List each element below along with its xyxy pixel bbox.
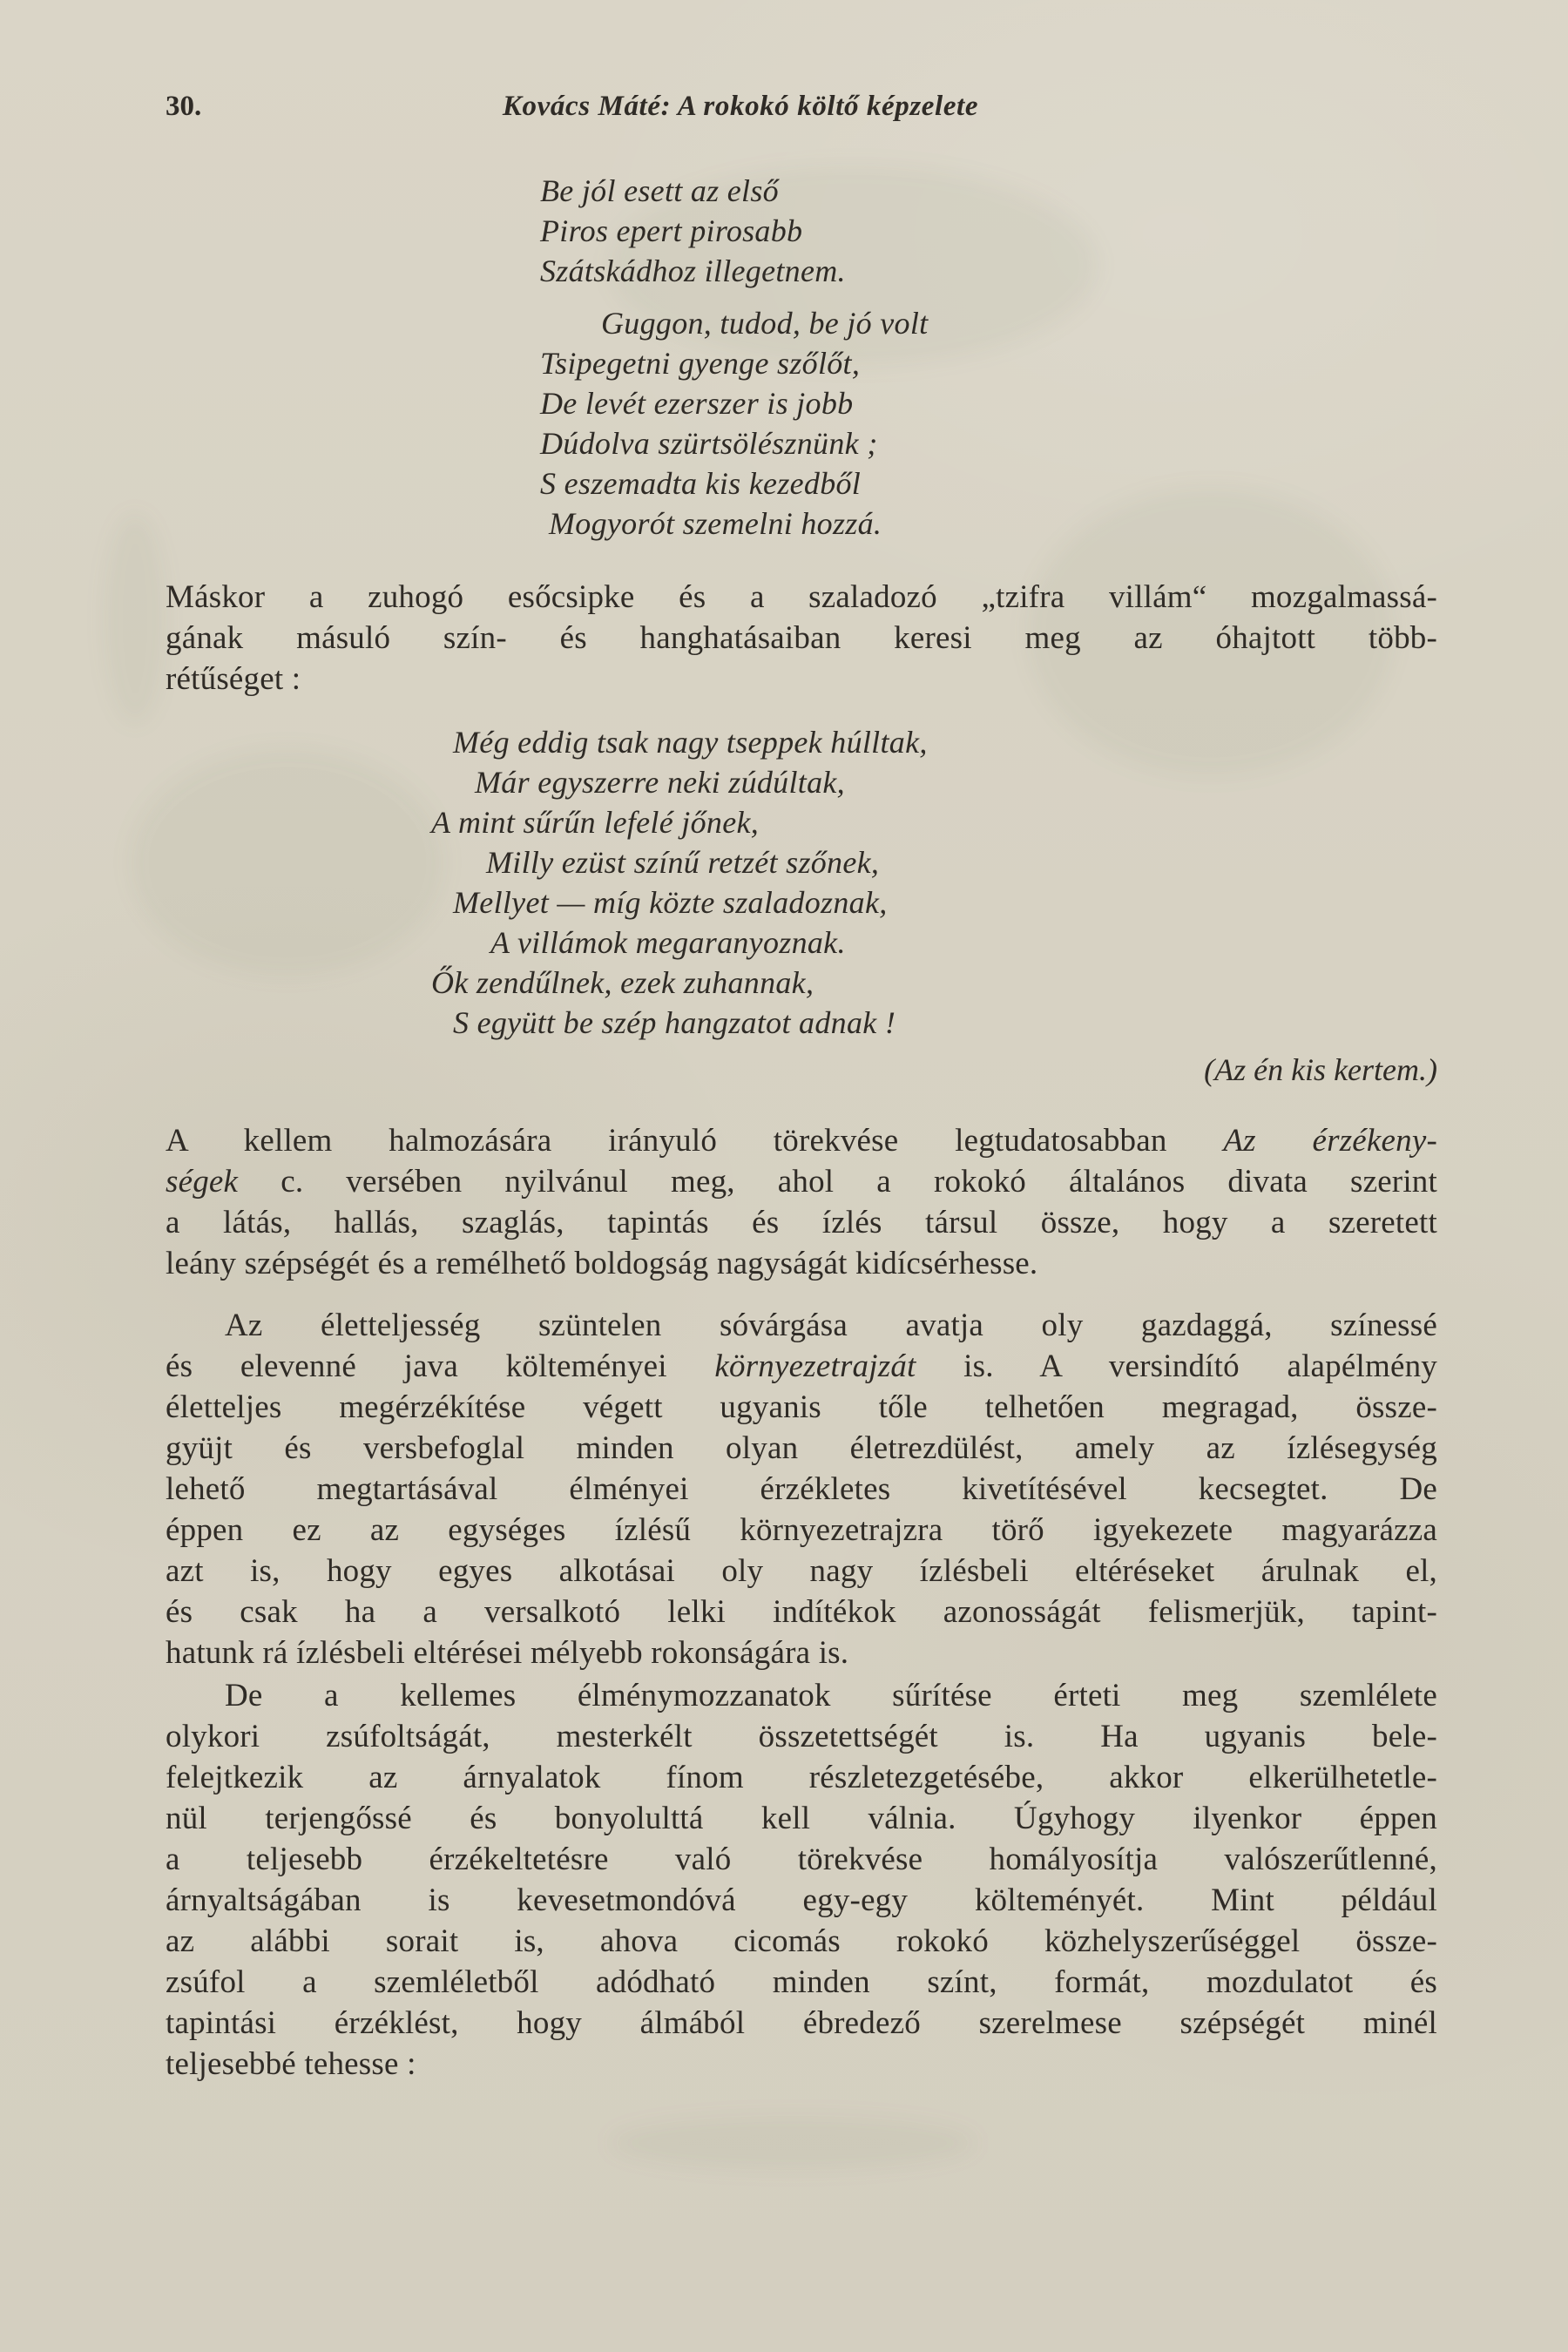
- poem-line: Mellyet — míg közte szaladoznak,: [453, 885, 888, 920]
- prose-line: rétűséget :: [166, 661, 301, 697]
- prose-line: teljesebbé tehesse :: [166, 2046, 416, 2082]
- running-title: Kovács Máté: A rokokó költő képzelete: [502, 91, 979, 122]
- paragraph-3: [166, 1675, 1437, 2085]
- scan-artifact: [610, 2117, 976, 2169]
- prose-line: éppen ez az egységes ízlésű környezetrajzra törő igyekezete magyarázza: [166, 1512, 1437, 1548]
- poem-line: Be jól esett az első: [540, 173, 779, 208]
- prose-text: és elevenné java költeményei: [166, 1348, 715, 1384]
- poem-stanza: [166, 303, 1437, 544]
- poem-line: Tsipegetni gyenge szőlőt,: [540, 346, 861, 381]
- prose-line: a látás, hallás, szaglás, tapintás és ízlés társul össze, hogy a szeretett: [166, 1205, 1437, 1240]
- prose-line: a teljesebb érzékeltetésre való törekvése homályosítja valószerűtlenné,: [166, 1842, 1437, 1877]
- poem-line: Már egyszerre neki zúdúltak,: [475, 765, 845, 800]
- poem-line: Milly ezüst színű retzét szőnek,: [486, 845, 880, 880]
- work-title: Az érzékeny-: [1223, 1123, 1438, 1159]
- prose-line: zsúfol a szemléletből adódható minden színt, formát, mozdulatot és: [166, 1964, 1437, 2000]
- page-header: [166, 87, 1437, 125]
- poem-quote-first: [166, 171, 1437, 544]
- prose-line: [166, 1120, 1437, 1161]
- poem-line: De levét ezerszer is jobb: [540, 386, 854, 421]
- poem-line: Dúdolva szürtsölésznünk ;: [540, 426, 878, 461]
- prose-line: De a kellemes élménymozzanatok sűrítése érteti meg szemlélete: [225, 1678, 1437, 1713]
- poem-line: S eszemadta kis kezedből: [540, 466, 862, 501]
- poem-line: Guggon, tudod, be jó volt: [601, 306, 929, 341]
- paragraph-1: [166, 1120, 1437, 1284]
- prose-line: leány szépségét és a remélhető boldogság nagyságát kidícsérhesse.: [166, 1246, 1038, 1281]
- poem-line: A villámok megaranyoznak.: [490, 925, 846, 960]
- prose-line: gának másuló szín- és hanghatásaiban keresi meg az óhajtott több-: [166, 620, 1437, 656]
- poem-line: Ők zendűlnek, ezek zuhannak,: [431, 965, 814, 1000]
- page-number: 30.: [166, 91, 202, 122]
- poem-line: S együtt be szép hangzatot adnak !: [453, 1005, 896, 1040]
- prose-text: c. versében nyilvánul meg, ahol a rokokó általános divata szerint: [238, 1164, 1437, 1200]
- prose-line: azt is, hogy egyes alkotásai oly nagy ízlésbeli eltéréseket árulnak el,: [166, 1553, 1437, 1589]
- emphasized-term: környezetrajzát: [714, 1348, 916, 1384]
- poem-line: Még eddig tsak nagy tseppek húlltak,: [453, 725, 928, 760]
- prose-line: életteljes megérzékítése végett ugyanis tőle telhetően megragad, össze-: [166, 1389, 1437, 1425]
- prose-line: az alábbi sorait is, ahova cicomás rokokó közhelyszerűséggel össze-: [166, 1923, 1437, 1959]
- poem-stanza: [166, 171, 1437, 291]
- work-title: ségek: [166, 1164, 239, 1200]
- prose-text: is. A versindító alapélmény: [916, 1348, 1437, 1384]
- prose-line: és csak ha a versalkotó lelki indítékok azonosságát felismerjük, tapint-: [166, 1594, 1437, 1630]
- paragraph-intro: [166, 577, 1437, 700]
- poem-line: A mint sűrűn lefelé jőnek,: [431, 805, 760, 840]
- prose-line: [166, 1346, 1437, 1387]
- prose-text: A kellem halmozására irányuló törekvése legtudatosabban: [166, 1123, 1224, 1159]
- prose-line: olykori zsúfoltságát, mesterkélt összetettségét is. Ha ugyanis bele-: [166, 1719, 1437, 1754]
- poem-line: Szátskádhoz illegetnem.: [540, 253, 846, 288]
- prose-line: tapintási érzéklést, hogy álmából ébredező szerelmese szépségét minél: [166, 2005, 1437, 2041]
- prose-line: Máskor a zuhogó esőcsipke és a szaladozó „tzifra villám“ mozgalmassá-: [166, 579, 1437, 615]
- text-column: [166, 0, 1437, 2085]
- prose-line: felejtkezik az árnyalatok fínom részletezgetésébe, akkor elkerülhetetle-: [166, 1760, 1437, 1795]
- poem-line: Piros epert pirosabb: [540, 213, 803, 248]
- paragraph-2: [166, 1305, 1437, 1673]
- poem-quote-second: [166, 722, 1437, 1043]
- prose-line: nül terjengőssé és bonyolulttá kell válnia. Úgyhogy ilyenkor éppen: [166, 1801, 1437, 1836]
- poem-line: Mogyorót szemelni hozzá.: [549, 506, 882, 541]
- prose-line: Az életteljesség szüntelen sóvárgása avatja oly gazdaggá, színessé: [225, 1308, 1437, 1343]
- poem-attribution: (Az én kis kertem.): [1204, 1052, 1437, 1087]
- scan-artifact: [105, 514, 166, 723]
- prose-line: árnyaltságában is kevesetmondóvá egy-egy költeményét. Mint például: [166, 1882, 1437, 1918]
- prose-line: lehető megtartásával élményei érzékletes kivetítésével kecsegtet. De: [166, 1471, 1437, 1507]
- prose-line: [166, 1161, 1437, 1202]
- prose-line: hatunk rá ízlésbeli eltérései mélyebb rokonságára is.: [166, 1635, 849, 1671]
- prose-line: gyüjt és versbefoglal minden olyan életrezdülést, amely az ízlésegység: [166, 1430, 1437, 1466]
